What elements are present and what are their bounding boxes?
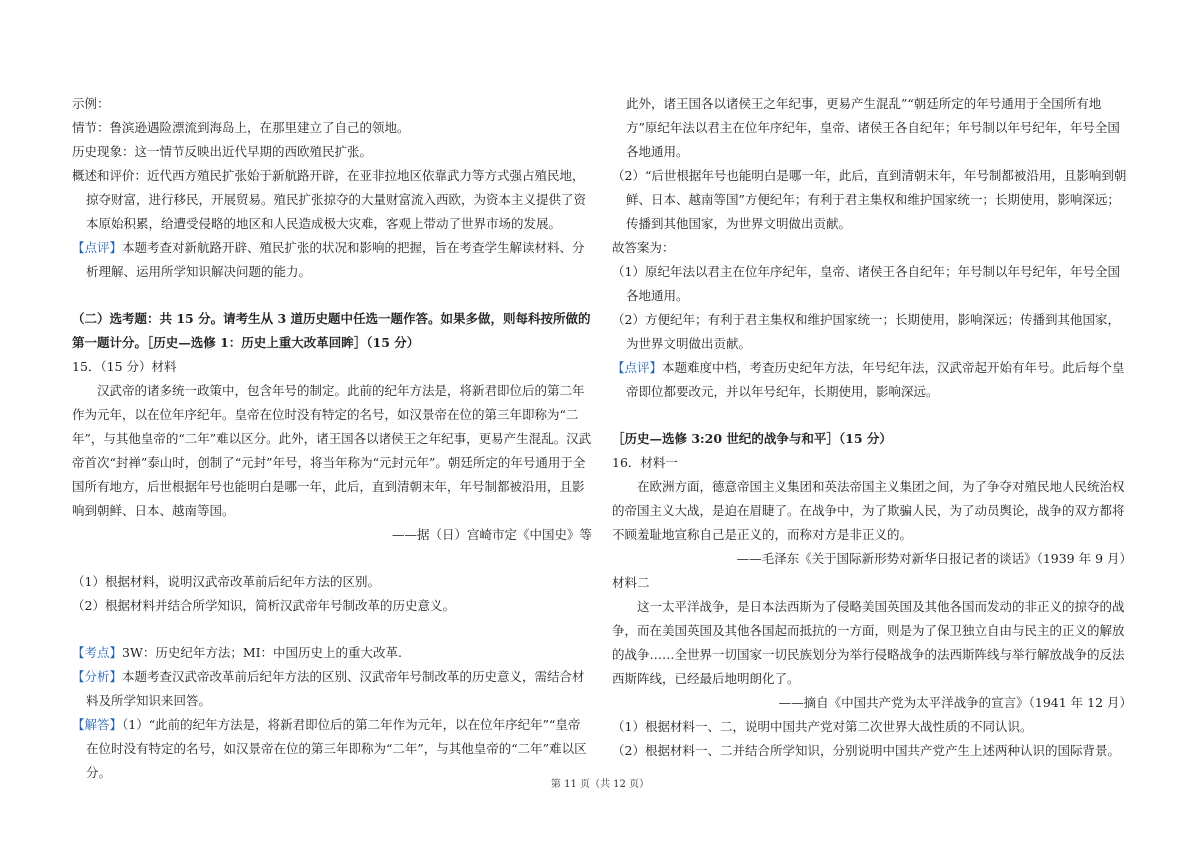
question-16-ask-1: （1）根据材料一、二，说明中国共产党对第二次世界大战性质的不同认识。 — [612, 719, 1033, 734]
answer-text: （1）“此前的纪年方法是，将新君即位后的第二年作为元年，以在位年序纪年”“皇帝在位时没有特定的名号，如汉景帝在位的第三年即称为“二年”，与其他皇帝的“二年”难以区分。 — [86, 717, 587, 780]
phenomenon-text: 历史现象：这一情节反映出近代早期的西欧殖民扩张。 — [72, 144, 373, 159]
answer-continued: 此外，诸王国各以诸侯王之年纪事，更易产生混乱”“朝廷所定的年号通用于全国所有地方”原纪年法以君主在位年序纪年，皇帝、诸侯王各自纪年；年号制以年号纪年，年号全国各地通用。 — [626, 96, 1120, 159]
right-column — [612, 92, 1132, 763]
question-16-ask-2: （2）根据材料一、二并结合所学知识，分别说明中国共产党产生上述两种认识的国际背景。 — [612, 743, 1120, 758]
knowledge-point-paragraph — [72, 641, 592, 665]
plot-text: 情节：鲁滨逊遇险漂流到海岛上，在那里建立了自己的领地。 — [72, 120, 410, 135]
analysis-paragraph — [72, 665, 592, 713]
final-answer-label: 故答案为： — [612, 240, 675, 255]
analysis-text: 本题考查汉武帝改革前后纪年方法的区别、汉武帝年号制改革的历史意义，需结合材料及所学知识来回答。 — [86, 669, 585, 708]
final-answer-2: （2）方便纪年；有利于君主集权和维护国家统一；长期使用，影响深远；传播到其他国家，为世界文明做出贡献。 — [612, 312, 1120, 351]
answer-part-2: （2）“后世根据年号也能明白是哪一年，此后，直到清朝末年，年号制都被沿用，且影响到朝鲜、日本、越南等国”方便纪年；有利于君主集权和维护国家统一；长期使用，影响深远；传播到其他国家，为世界文明做出贡献。 — [612, 168, 1127, 231]
answer-tag: 【解答】 — [72, 717, 123, 732]
evaluation-text: 概述和评价：近代西方殖民扩张始于新航路开辟，在亚非拉地区依靠武力等方式强占殖民地，掠夺财富，进行移民，开展贸易。殖民扩张掠夺的大量财富流入西欧，为资本主义提供了资本原始积累，给遭受侵略的地区和人民造成极大灾难，客观上带动了世界市场的发展。 — [72, 168, 587, 231]
material-source: ——据（日）宫崎市定《中国史》等 — [391, 527, 592, 542]
comment-text-2: 本题难度中档，考查历史纪年方法，年号纪年法，汉武帝起开始有年号。此后每个皇帝即位都要改元，并以年号纪年，长期使用，影响深远。 — [626, 360, 1125, 399]
final-answer-1: （1）原纪年法以君主在位年序纪年，皇帝、诸侯王各自纪年；年号制以年号纪年，年号全国各地通用。 — [612, 264, 1120, 303]
question-15-ask-2: （2）根据材料并结合所学知识，简析汉武帝年号制改革的历史意义。 — [72, 598, 455, 613]
comment-tag: 【点评】 — [72, 240, 123, 255]
question-16-title: 16．材料一 — [612, 455, 678, 470]
material-two-text: 这一太平洋战争，是日本法西斯为了侵略美国英国及其他各国而发动的非正义的掠夺的战争，而在美国英国及其他各国起而抵抗的一方面，则是为了保卫独立自由与民主的正义的解放的战争……全世界一切国家一切民族划分为举行侵略战争的法西斯阵线与举行解放战争的反法西斯阵线，已经最后地明朗化了。 — [612, 599, 1125, 686]
elective-3-heading: ［历史—选修 3:20 世纪的战争与和平］（15 分） — [612, 431, 892, 446]
knowledge-point-tag: 【考点】 — [72, 645, 123, 660]
question-15-ask-1: （1）根据材料，说明汉武帝改革前后纪年方法的区别。 — [72, 574, 380, 589]
comment-paragraph-2 — [612, 356, 1132, 404]
material-two-source: ——摘自《中国共产党为太平洋战争的宣言》（1941 年 12 月） — [778, 695, 1132, 710]
comment-paragraph — [72, 236, 592, 284]
question-15-title: 15．（15 分）材料 — [72, 359, 177, 374]
section-heading: （二）选考题：共 15 分。请考生从 3 道历史题中任选一题作答。如果多做，则每科按所做的第一题计分。［历史—选修 1：历史上重大改革回眸］（15 分） — [72, 311, 591, 350]
comment-tag-2: 【点评】 — [612, 360, 663, 375]
example-label: 示例： — [72, 96, 110, 111]
knowledge-point-text: 3W：历史纪年方法；MI：中国历史上的重大改革. — [122, 645, 403, 660]
left-column — [72, 92, 592, 785]
material-two-label: 材料二 — [612, 575, 650, 590]
page-footer: 第 11 页（共 12 页） — [550, 779, 650, 790]
material-one-text: 在欧洲方面，德意帝国主义集团和英法帝国主义集团之间，为了争夺对殖民地人民统治权的帝国主义大战，是迫在眉睫了。在战争中，为了欺骗人民，为了动员舆论，战争的双方都将不顾羞耻地宣称自己是正义的，而称对方是非正义的。 — [612, 479, 1125, 542]
analysis-tag: 【分析】 — [72, 669, 123, 684]
material-one-source: ——毛泽东《关于国际新形势对新华日报记者的谈话》（1939 年 9 月） — [736, 551, 1132, 566]
comment-text: 本题考查对新航路开辟、殖民扩张的状况和影响的把握，旨在考查学生解读材料、分析理解、运用所学知识解决问题的能力。 — [86, 240, 585, 279]
question-15-material: 汉武帝的诸多统一政策中，包含年号的制定。此前的纪年方法是，将新君即位后的第二年作为元年，以在位年序纪年。皇帝在位时没有特定的名号，如汉景帝在位的第三年即称为“二年”，与其他皇帝的“二年”难以区分。此外，诸王国各以诸侯王之年纪事，更易产生混乱。汉武帝首次“封禅”泰山时，创制了“元封”年号，将当年称为“元封元年”。朝廷所定的年号通用于全国所有地方，后世根据年号也能明白是哪一年，此后，直到清朝末年，年号制都被沿用，且影响到朝鲜、日本、越南等国。 — [72, 383, 592, 518]
